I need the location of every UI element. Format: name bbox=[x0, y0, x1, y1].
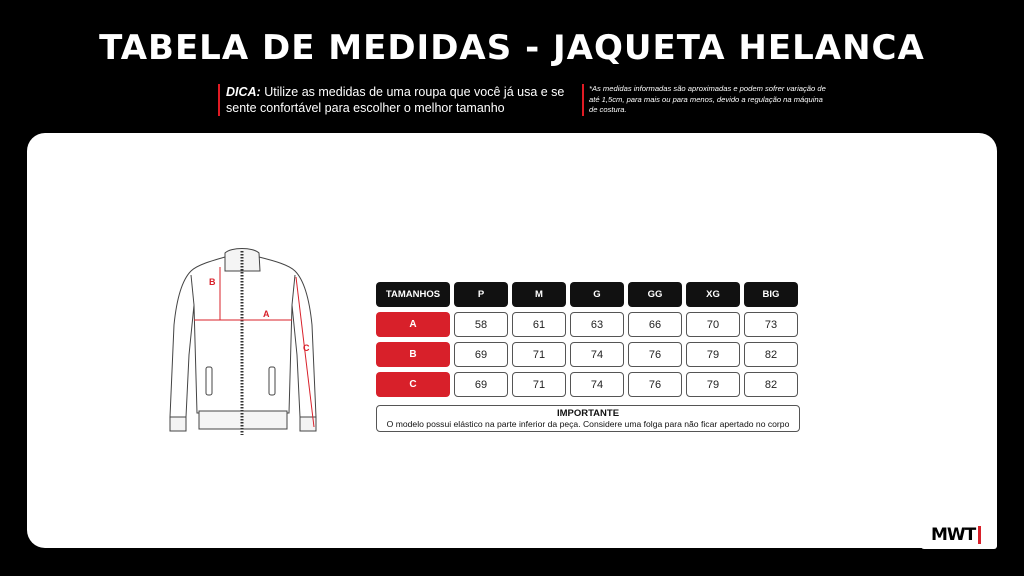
row-label-b: B bbox=[376, 342, 450, 367]
size-header: GG bbox=[628, 282, 682, 307]
table-cell: 82 bbox=[744, 372, 798, 397]
row-label-a: A bbox=[376, 312, 450, 337]
table-cell: 71 bbox=[512, 372, 566, 397]
table-cell: 74 bbox=[570, 342, 624, 367]
table-cell: 69 bbox=[454, 372, 508, 397]
tip-text: Utilize as medidas de uma roupa que você já usa e se sente confortável para escolher o melhor tamanho bbox=[226, 85, 565, 115]
diagram-label-c: C bbox=[303, 343, 310, 353]
table-cell: 63 bbox=[570, 312, 624, 337]
row-label-c: C bbox=[376, 372, 450, 397]
important-notice bbox=[376, 405, 800, 432]
table-cell: 79 bbox=[686, 372, 740, 397]
table-cell: 69 bbox=[454, 342, 508, 367]
table-cell: 73 bbox=[744, 312, 798, 337]
size-header: XG bbox=[686, 282, 740, 307]
table-cell: 76 bbox=[628, 342, 682, 367]
important-text: O modelo possui elástico na parte inferior da peça. Considere uma folga para não ficar apertado no corpo bbox=[386, 419, 790, 429]
table-cell: 79 bbox=[686, 342, 740, 367]
table-cell: 61 bbox=[512, 312, 566, 337]
logo-accent-mark bbox=[978, 526, 981, 544]
tip-label: DICA: bbox=[226, 85, 261, 99]
size-header: P bbox=[454, 282, 508, 307]
table-header-tamanhos: TAMANHOS bbox=[376, 282, 450, 307]
size-table bbox=[376, 282, 798, 397]
diagram-label-b: B bbox=[209, 277, 216, 287]
table-cell: 58 bbox=[454, 312, 508, 337]
table-cell: 76 bbox=[628, 372, 682, 397]
table-cell: 74 bbox=[570, 372, 624, 397]
jacket-diagram bbox=[163, 245, 323, 437]
tip-block bbox=[218, 84, 571, 116]
logo-text: MWT bbox=[931, 525, 976, 545]
disclaimer-note: *As medidas informadas são aproximadas e podem sofrer variação de até 1,5cm, para mais ou para menos, devido a regulação na máquina de costura. bbox=[582, 84, 829, 116]
size-header: M bbox=[512, 282, 566, 307]
important-title: IMPORTANTE bbox=[556, 408, 620, 419]
table-cell: 71 bbox=[512, 342, 566, 367]
table-cell: 82 bbox=[744, 342, 798, 367]
size-header: BIG bbox=[744, 282, 798, 307]
size-header: G bbox=[570, 282, 624, 307]
brand-logo bbox=[921, 521, 997, 549]
page-title: TABELA DE MEDIDAS - JAQUETA HELANCA bbox=[99, 28, 925, 68]
diagram-label-a: A bbox=[263, 309, 270, 319]
table-cell: 66 bbox=[628, 312, 682, 337]
table-cell: 70 bbox=[686, 312, 740, 337]
